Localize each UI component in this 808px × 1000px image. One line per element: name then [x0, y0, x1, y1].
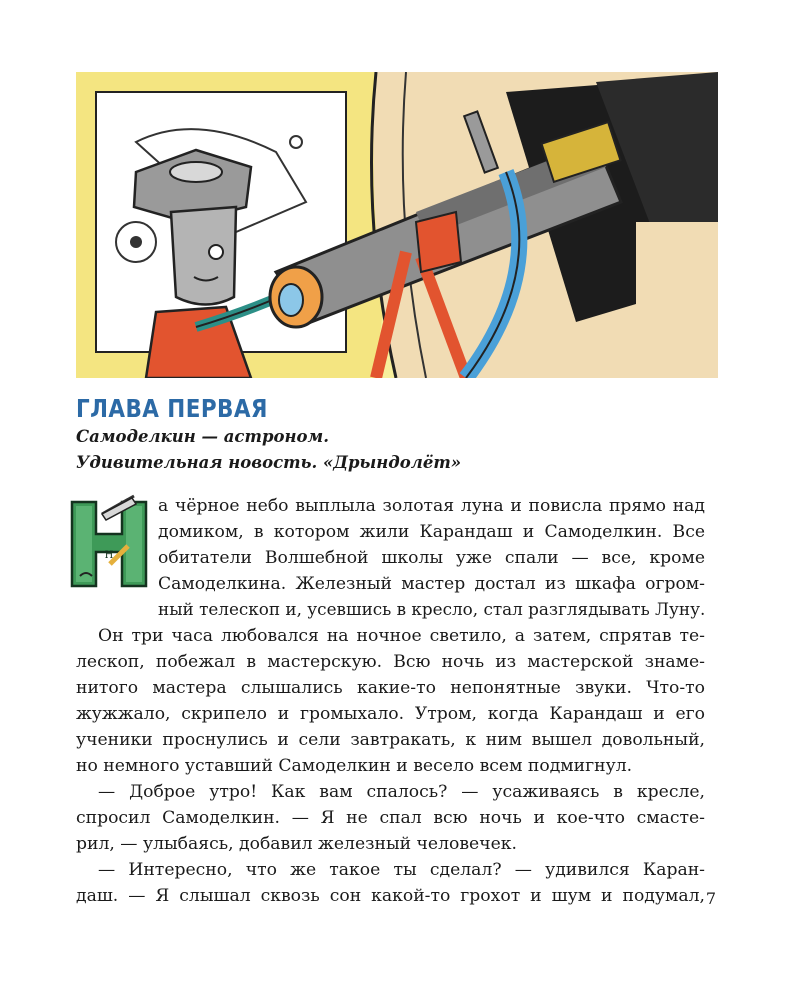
dropcap-letter-art	[62, 494, 156, 592]
text-line: Он три часа любовался на ночное светило, а затем, спрятав те-	[98, 626, 705, 646]
chapter-subtitle-line: Удивительная новость. «Дрындолёт»	[76, 453, 462, 472]
text-line: жужжало, скрипело и громыхало. Утром, когда Карандаш и его	[76, 704, 705, 724]
dropcap-letter: Н	[104, 550, 114, 561]
dropcap	[62, 494, 156, 592]
text-line: ученики проснулись и сели завтракать, к ним вышел довольный,	[76, 730, 705, 750]
text-line: рил, — улыбаясь, добавил железный человечек.	[76, 834, 517, 854]
text-line: даш. — Я слышал сквозь сон какой-то грохот и шум и подумал,	[76, 886, 705, 906]
chapter-illustration	[76, 72, 718, 378]
text-line: домиком, в котором жили Карандаш и Самоделкин. Все	[158, 522, 705, 542]
text-line: обитатели Волшебной школы уже спали — все, кроме	[158, 548, 705, 568]
text-line: спросил Самоделкин. — Я не спал всю ночь и кое-что смасте-	[76, 808, 705, 828]
text-line: лескоп, побежал в мастерскую. Всю ночь из мастерской знаме-	[76, 652, 705, 672]
text-line: Самоделкина. Железный мастер достал из шкафа огром-	[158, 574, 705, 594]
text-line: нитого мастера слышались какие-то непонятные звуки. Что-то	[76, 678, 705, 698]
chapter-title: ГЛАВА ПЕРВАЯ	[76, 394, 268, 423]
text-line: — Интересно, что же такое ты сделал? — удивился Каран-	[98, 860, 705, 880]
page-number: 7	[705, 889, 716, 908]
samodelkin-telescope-picture	[76, 72, 718, 378]
text-line: — Доброе утро! Как вам спалось? — усаживаясь в кресле,	[98, 782, 705, 802]
chapter-subtitle-line: Самоделкин — астроном.	[76, 427, 329, 446]
text-line: а чёрное небо выплыла золотая луна и повисла прямо над	[158, 496, 705, 516]
text-line: но немного уставший Самоделкин и весело всем подмигнул.	[76, 756, 633, 776]
text-line: ный телескоп и, усевшись в кресло, стал разглядывать Луну.	[158, 600, 706, 620]
